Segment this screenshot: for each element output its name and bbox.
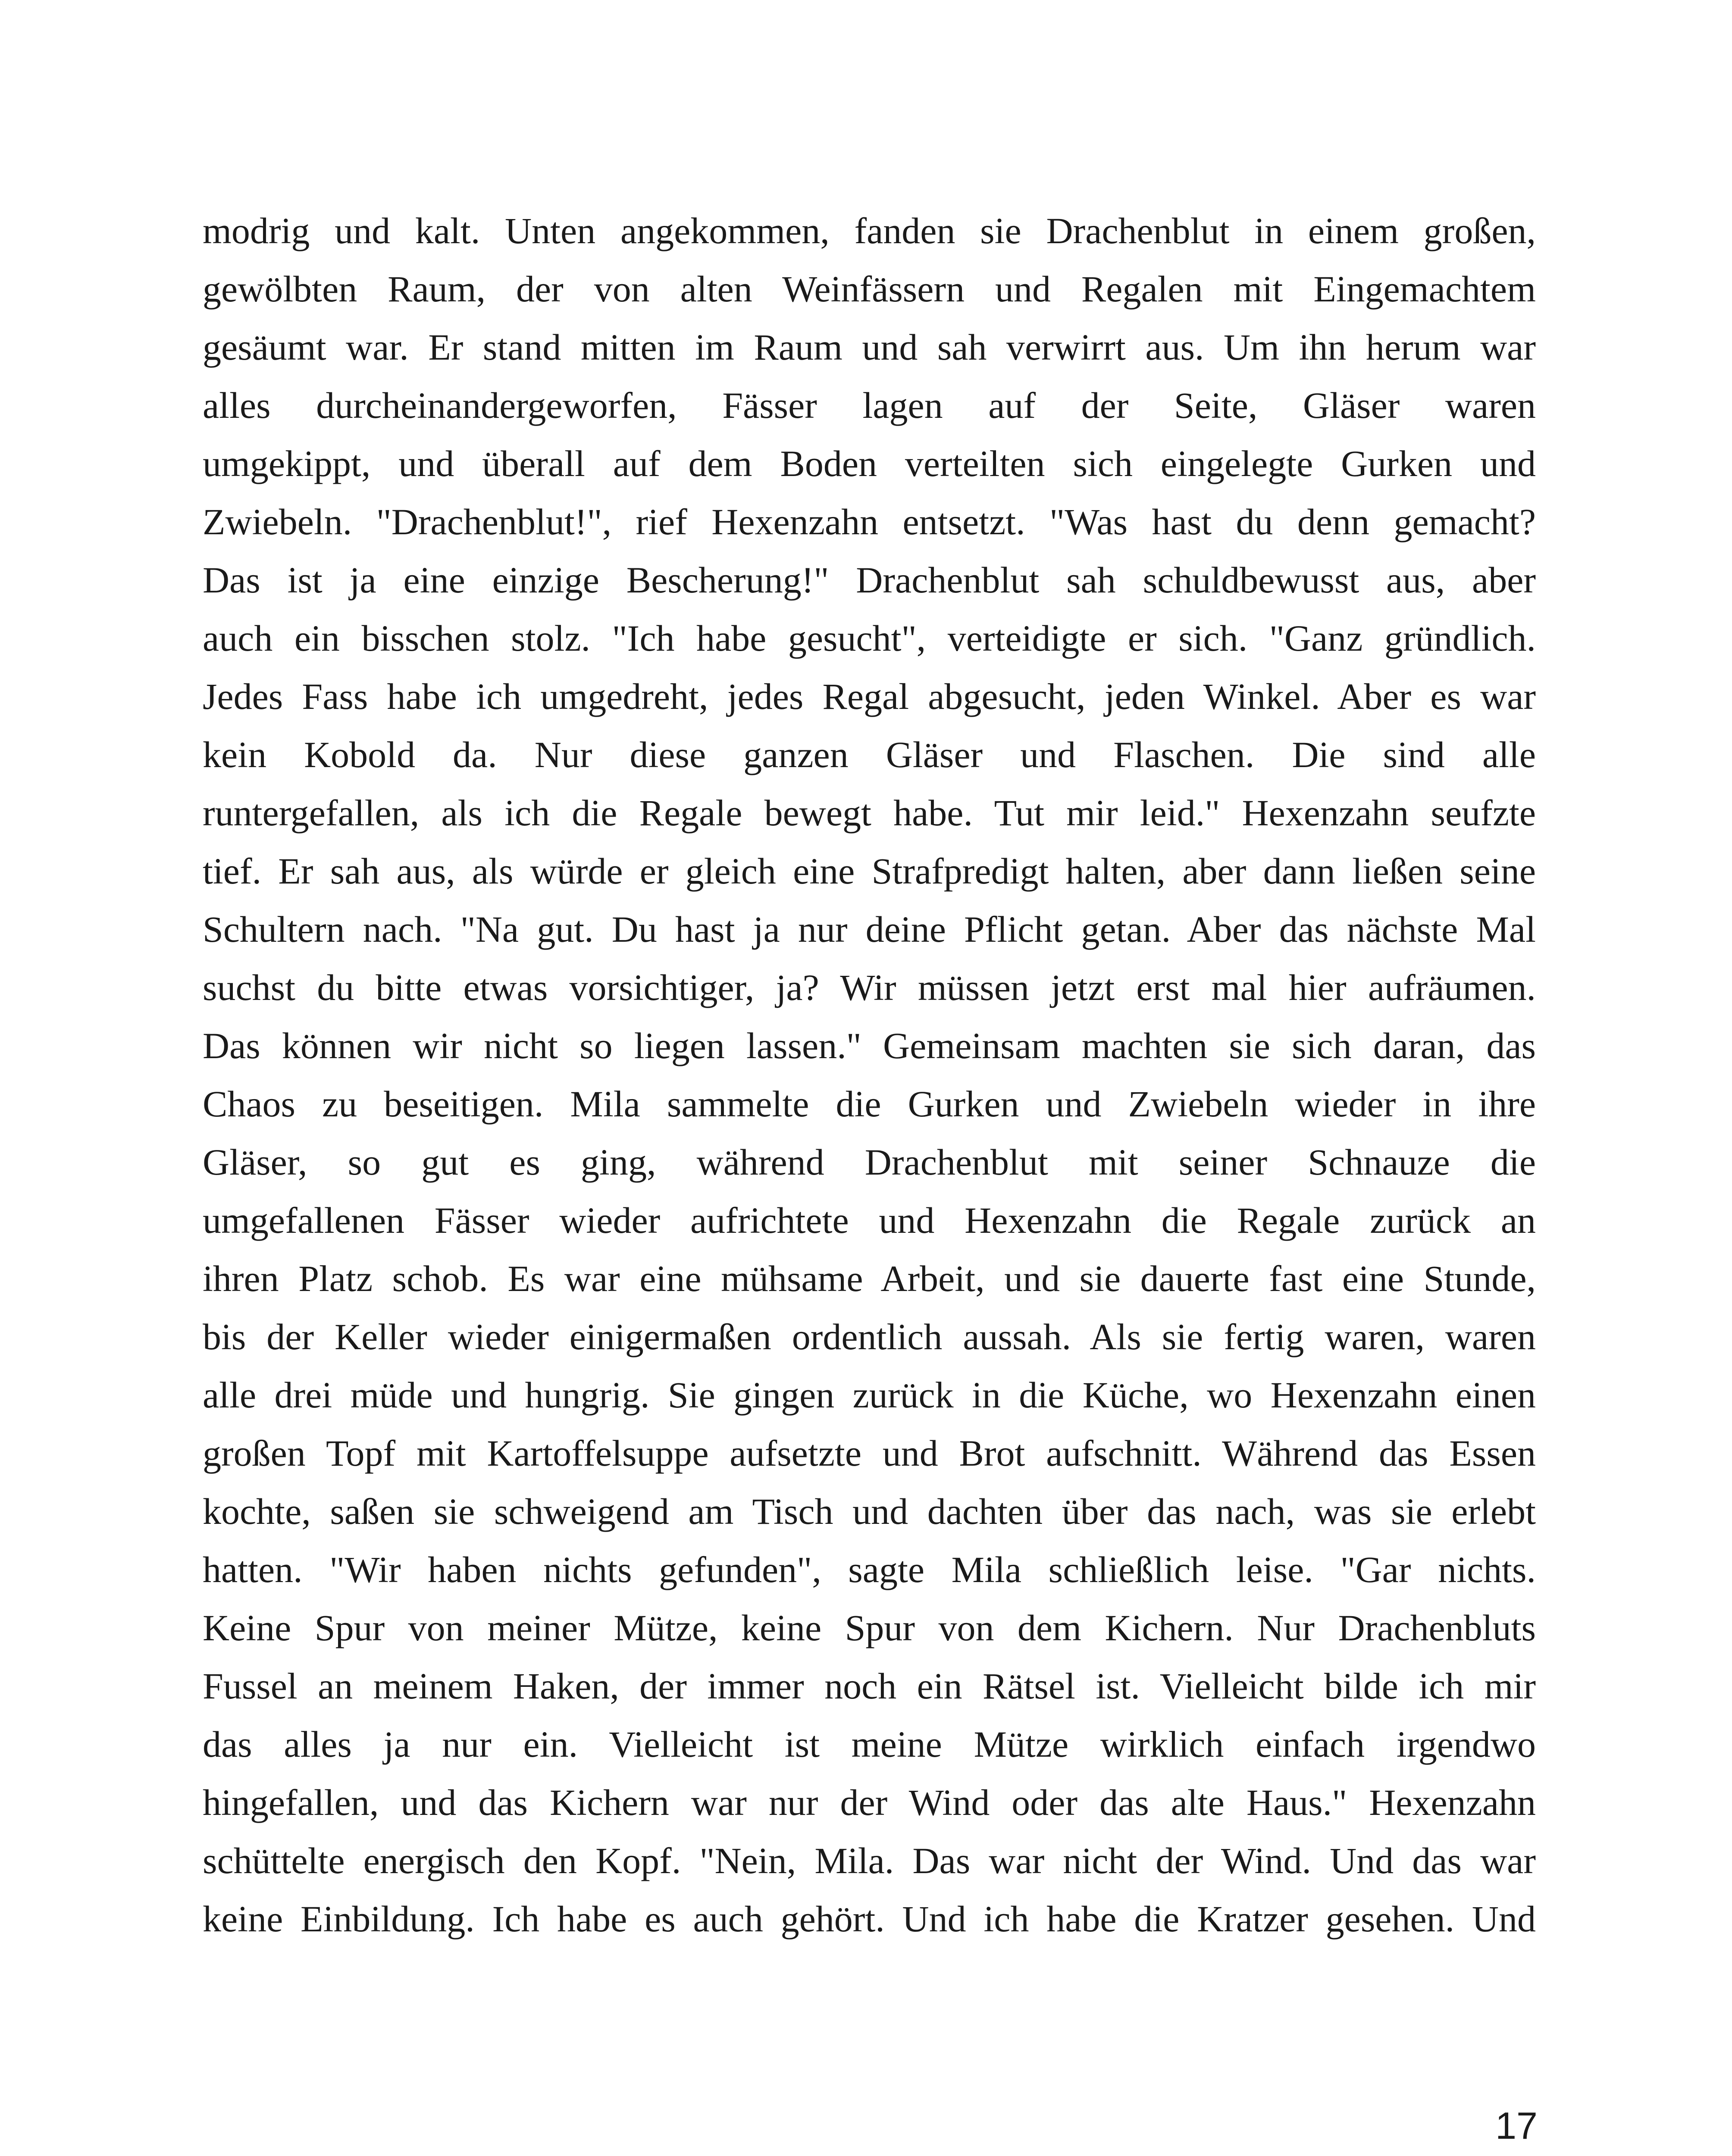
text-line: alle drei müde und hungrig. Sie gingen zurück in die Küche, wo Hexenzahn einen <box>203 1374 1536 1416</box>
text-line: das alles ja nur ein. Vielleicht ist meine Mütze wirklich einfach irgendwo <box>203 1724 1536 1765</box>
text-line: modrig und kalt. Unten angekommen, fanden sie Drachenblut in einem großen, <box>203 210 1536 251</box>
page-number: 17 <box>1495 2104 1538 2147</box>
text-line: umgefallenen Fässer wieder aufrichtete und Hexenzahn die Regale zurück an <box>203 1200 1536 1241</box>
text-line: keine Einbildung. Ich habe es auch gehört. Und ich habe die Kratzer gesehen. Und <box>203 1898 1536 1940</box>
text-line: suchst du bitte etwas vorsichtiger, ja? Wir müssen jetzt erst mal hier aufräumen. <box>203 967 1536 1008</box>
text-line: Fussel an meinem Haken, der immer noch ein Rätsel ist. Vielleicht bilde ich mir <box>203 1665 1536 1707</box>
text-line: Jedes Fass habe ich umgedreht, jedes Regal abgesucht, jeden Winkel. Aber es war <box>203 676 1536 717</box>
text-line: runtergefallen, als ich die Regale bewegt habe. Tut mir leid." Hexenzahn seufzte <box>203 792 1536 834</box>
text-line: kochte, saßen sie schweigend am Tisch und dachten über das nach, was sie erlebt <box>203 1491 1536 1532</box>
text-line: umgekippt, und überall auf dem Boden verteilten sich eingelegte Gurken und <box>203 443 1536 484</box>
text-line: großen Topf mit Kartoffelsuppe aufsetzte und Brot aufschnitt. Während das Essen <box>203 1432 1536 1474</box>
text-line: kein Kobold da. Nur diese ganzen Gläser und Flaschen. Die sind alle <box>203 734 1536 775</box>
text-line: hatten. "Wir haben nichts gefunden", sagte Mila schließlich leise. "Gar nichts. <box>203 1549 1536 1590</box>
text-line: gesäumt war. Er stand mitten im Raum und sah verwirrt aus. Um ihn herum war <box>203 326 1536 368</box>
text-line: ihren Platz schob. Es war eine mühsame Arbeit, und sie dauerte fast eine Stunde, <box>203 1258 1536 1299</box>
text-line: bis der Keller wieder einigermaßen ordentlich aussah. Als sie fertig waren, waren <box>203 1316 1536 1357</box>
text-line: tief. Er sah aus, als würde er gleich eine Strafpredigt halten, aber dann ließen seine <box>203 850 1536 892</box>
text-line: Schultern nach. "Na gut. Du hast ja nur deine Pflicht getan. Aber das nächste Mal <box>203 909 1536 950</box>
text-line: Chaos zu beseitigen. Mila sammelte die Gurken und Zwiebeln wieder in ihre <box>203 1083 1536 1125</box>
text-line: Das können wir nicht so liegen lassen." Gemeinsam machten sie sich daran, das <box>203 1025 1536 1066</box>
text-line: gewölbten Raum, der von alten Weinfässern und Regalen mit Eingemachtem <box>203 268 1536 310</box>
text-line: Zwiebeln. "Drachenblut!", rief Hexenzahn entsetzt. "Was hast du denn gemacht? <box>203 501 1536 542</box>
text-line: Gläser, so gut es ging, während Drachenblut mit seiner Schnauze die <box>203 1141 1536 1183</box>
text-line: alles durcheinandergeworfen, Fässer lagen auf der Seite, Gläser waren <box>203 385 1536 426</box>
text-line: Das ist ja eine einzige Bescherung!" Drachenblut sah schuldbewusst aus, aber <box>203 559 1536 601</box>
text-line: schüttelte energisch den Kopf. "Nein, Mila. Das war nicht der Wind. Und das war <box>203 1840 1536 1881</box>
text-line: hingefallen, und das Kichern war nur der Wind oder das alte Haus." Hexenzahn <box>203 1782 1536 1823</box>
text-line: auch ein bisschen stolz. "Ich habe gesucht", verteidigte er sich. "Ganz gründlich. <box>203 617 1536 659</box>
body-text <box>203 202 1536 1948</box>
text-line: Keine Spur von meiner Mütze, keine Spur von dem Kichern. Nur Drachenbluts <box>203 1607 1536 1648</box>
